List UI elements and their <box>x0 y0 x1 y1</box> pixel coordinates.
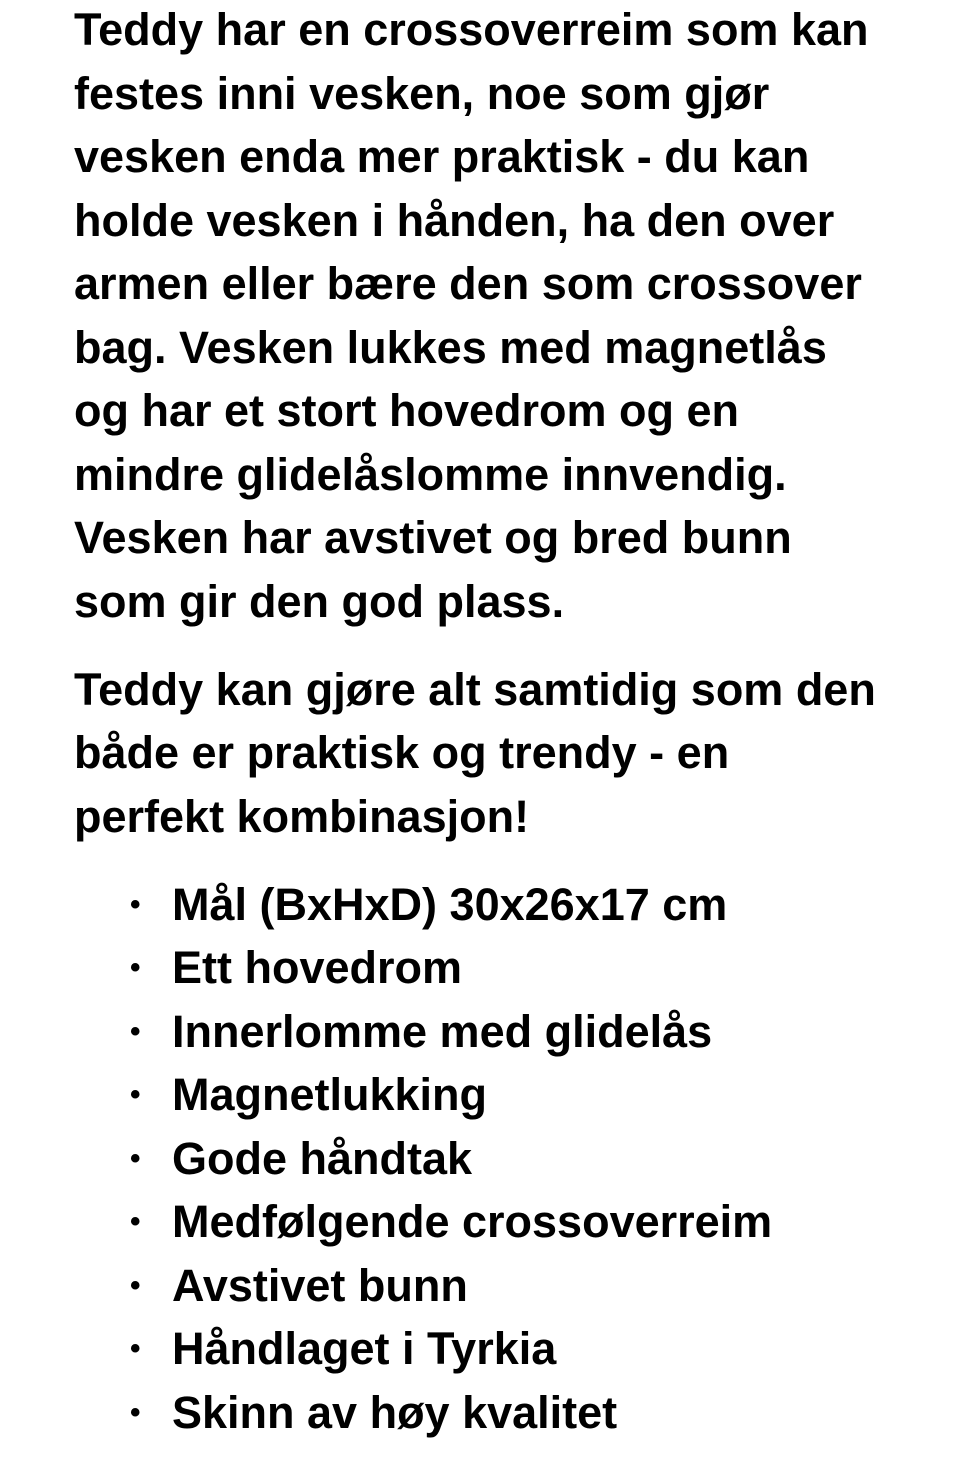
product-description <box>74 0 954 1444</box>
text-line: bag. Vesken lukkes med magnetlås <box>74 321 827 373</box>
feature-text: Skinn av høy kvalitet <box>172 1386 618 1438</box>
bullet-icon: • <box>130 1332 141 1365</box>
feature-list-item <box>74 1317 954 1381</box>
text-line: armen eller bære den som crossover <box>74 258 862 309</box>
feature-list-item <box>74 1190 954 1254</box>
feature-text: Ett hovedrom <box>172 942 463 993</box>
feature-list-item <box>74 1127 954 1191</box>
feature-list-item <box>74 1381 954 1445</box>
bullet-icon: • <box>130 951 141 984</box>
text-line: og har et stort hovedrom og en <box>74 385 740 436</box>
bullet-icon: • <box>130 1078 141 1111</box>
bullet-icon: • <box>130 1268 141 1302</box>
text-line: Teddy har en crossoverreim som kan <box>74 4 869 55</box>
text-line: vesken enda mer praktisk - du kan <box>74 131 810 182</box>
text-line: Vesken har avstivet og bred bunn <box>74 512 792 563</box>
bullet-icon: • <box>130 887 141 921</box>
text-line: som gir den god plass. <box>74 575 565 627</box>
feature-list <box>74 873 954 1445</box>
bullet-icon: • <box>130 1395 141 1429</box>
feature-text: Avstivet bunn <box>172 1259 468 1311</box>
feature-text: Innerlomme med glidelås <box>172 1005 713 1057</box>
feature-text: Håndlaget i Tyrkia <box>172 1323 557 1374</box>
bullet-icon: • <box>130 1205 141 1238</box>
feature-text: Medfølgende crossoverreim <box>172 1196 773 1247</box>
feature-list-item <box>74 1063 954 1127</box>
feature-list-item <box>74 1254 954 1318</box>
text-line: både er praktisk og trendy - en <box>74 727 730 778</box>
description-paragraph <box>74 0 954 633</box>
feature-list-item <box>74 1000 954 1064</box>
description-paragraphs <box>74 0 954 848</box>
feature-list-item <box>74 936 954 1000</box>
bullet-icon: • <box>130 1141 141 1175</box>
text-line: perfekt kombinasjon! <box>74 790 530 842</box>
feature-text: Magnetlukking <box>172 1069 488 1120</box>
text-line: holde vesken i hånden, ha den over <box>74 194 835 246</box>
feature-text: Mål (BxHxD) 30x26x17 cm <box>172 878 728 930</box>
text-line: festes inni vesken, noe som gjør <box>74 67 770 119</box>
text-line: Teddy kan gjøre alt samtidig som den <box>74 663 876 715</box>
feature-text: Gode håndtak <box>172 1132 473 1184</box>
description-paragraph <box>74 658 954 849</box>
feature-list-item <box>74 873 954 937</box>
text-line: mindre glidelåslomme innvendig. <box>74 448 787 500</box>
bullet-icon: • <box>130 1014 141 1048</box>
